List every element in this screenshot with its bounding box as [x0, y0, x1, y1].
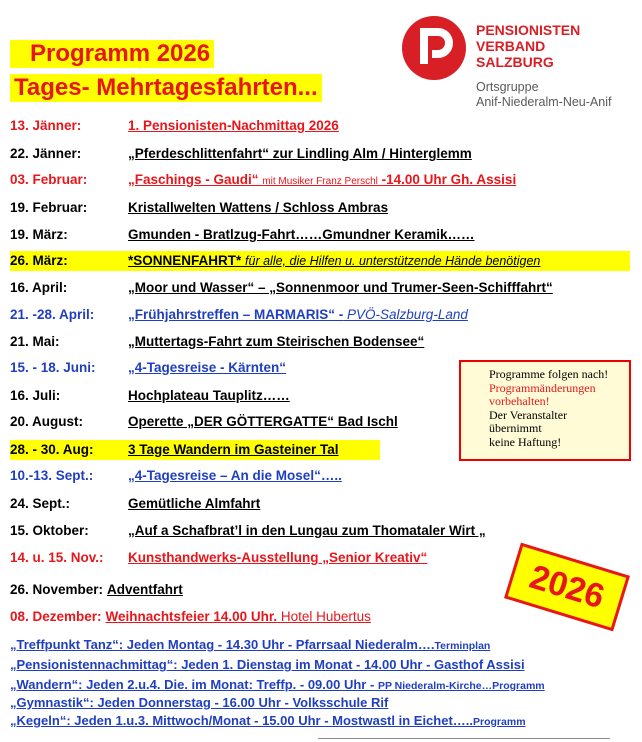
logo-name: PENSIONISTEN VERBAND SALZBURG	[476, 22, 581, 70]
recurring-event-row: „Treffpunkt Tanz“: Jeden Montag - 14.30 Uhr - Pfarrsaal Niederalm….Terminplan	[10, 637, 491, 652]
event-row: 21. -28. April: „Frühjahrstreffen – MARMARIS“ - PVÖ-Salzburg-Land	[10, 307, 468, 322]
event-row-highlighted: 26. März: *SONNENFAHRT* für alle, die Hilfen u. unterstützende Hände benötigen	[10, 251, 630, 271]
disclaimer-note: Programme folgen nach! Programmänderungen vorbehalten! Der Veranstalter übernimmt keine Haftung!	[459, 360, 631, 461]
logo-subtitle: Ortsgruppe Anif-Niederalm-Neu-Anif	[476, 80, 612, 109]
event-row: 13. Jänner: 1. Pensionisten-Nachmittag 2026	[10, 118, 339, 133]
event-row: 19. März: Gmunden - Bratlzug-Fahrt……Gmundner Keramik……	[10, 227, 475, 242]
event-row: 26. November: Adventfahrt	[10, 582, 183, 597]
event-row: 16. Juli: Hochplateau Tauplitz……	[10, 388, 290, 403]
recurring-event-row: „Pensionistennachmittag“: Jeden 1. Dienstag im Monat - 14.00 Uhr - Gasthof Assisi	[10, 657, 525, 672]
event-row-highlighted: 28. - 30. Aug: 3 Tage Wandern im Gasteiner Tal	[10, 440, 380, 460]
year-badge: 2026	[504, 543, 630, 632]
page-title: Programm 2026	[10, 40, 214, 68]
pensionistenverband-p-logo-icon	[402, 16, 466, 80]
recurring-event-row: „Gymnastik“: Jeden Donnerstag - 16.00 Uhr - Volksschule Rif	[10, 695, 389, 710]
divider	[318, 738, 610, 739]
event-row: 21. Mai: „Muttertags-Fahrt zum Steirischen Bodensee“	[10, 334, 425, 349]
event-row: 22. Jänner: „Pferdeschlittenfahrt“ zur Lindling Alm / Hinterglemm	[10, 146, 472, 161]
event-row: 16. April: „Moor und Wasser“ – „Sonnenmoor und Trumer-Seen-Schifffahrt“	[10, 280, 553, 295]
event-row: 20. August: Operette „DER GÖTTERGATTE“ Bad Ischl	[10, 414, 398, 429]
event-row: 10.-13. Sept.: „4-Tagesreise – An die Mosel“…..	[10, 468, 342, 483]
event-row: 19. Februar: Kristallwelten Wattens / Schloss Ambras	[10, 200, 389, 215]
event-row: 03. Februar: „Faschings - Gaudi“ mit Musiker Franz Perschl -14.00 Uhr Gh. Assisi	[10, 172, 517, 187]
event-row: 14. u. 15. Nov.: Kunsthandwerks-Ausstellung „Senior Kreativ“	[10, 550, 428, 565]
event-row: 15. - 18. Juni: „4-Tagesreise - Kärnten“	[10, 360, 287, 375]
recurring-event-row: „Wandern“: Jeden 2.u.4. Die. im Monat: Treffp. - 09.00 Uhr - PP Niederalm-Kirche…Programm	[10, 677, 545, 692]
event-row: 15. Oktober: „Auf a Schafbrat’l in den Lungau zum Thomataler Wirt „	[10, 523, 486, 538]
event-row: 24. Sept.: Gemütliche Almfahrt	[10, 496, 261, 511]
organization-logo	[402, 16, 632, 116]
event-row: 08. Dezember: Weihnachtsfeier 14.00 Uhr. Hotel Hubertus	[10, 609, 371, 624]
recurring-event-row: „Kegeln“: Jeden 1.u.3. Mittwoch/Monat - 15.00 Uhr - Mostwastl in Eichet…..Programm	[10, 713, 526, 728]
page-subtitle: Tages- Mehrtagesfahrten...	[10, 74, 322, 102]
